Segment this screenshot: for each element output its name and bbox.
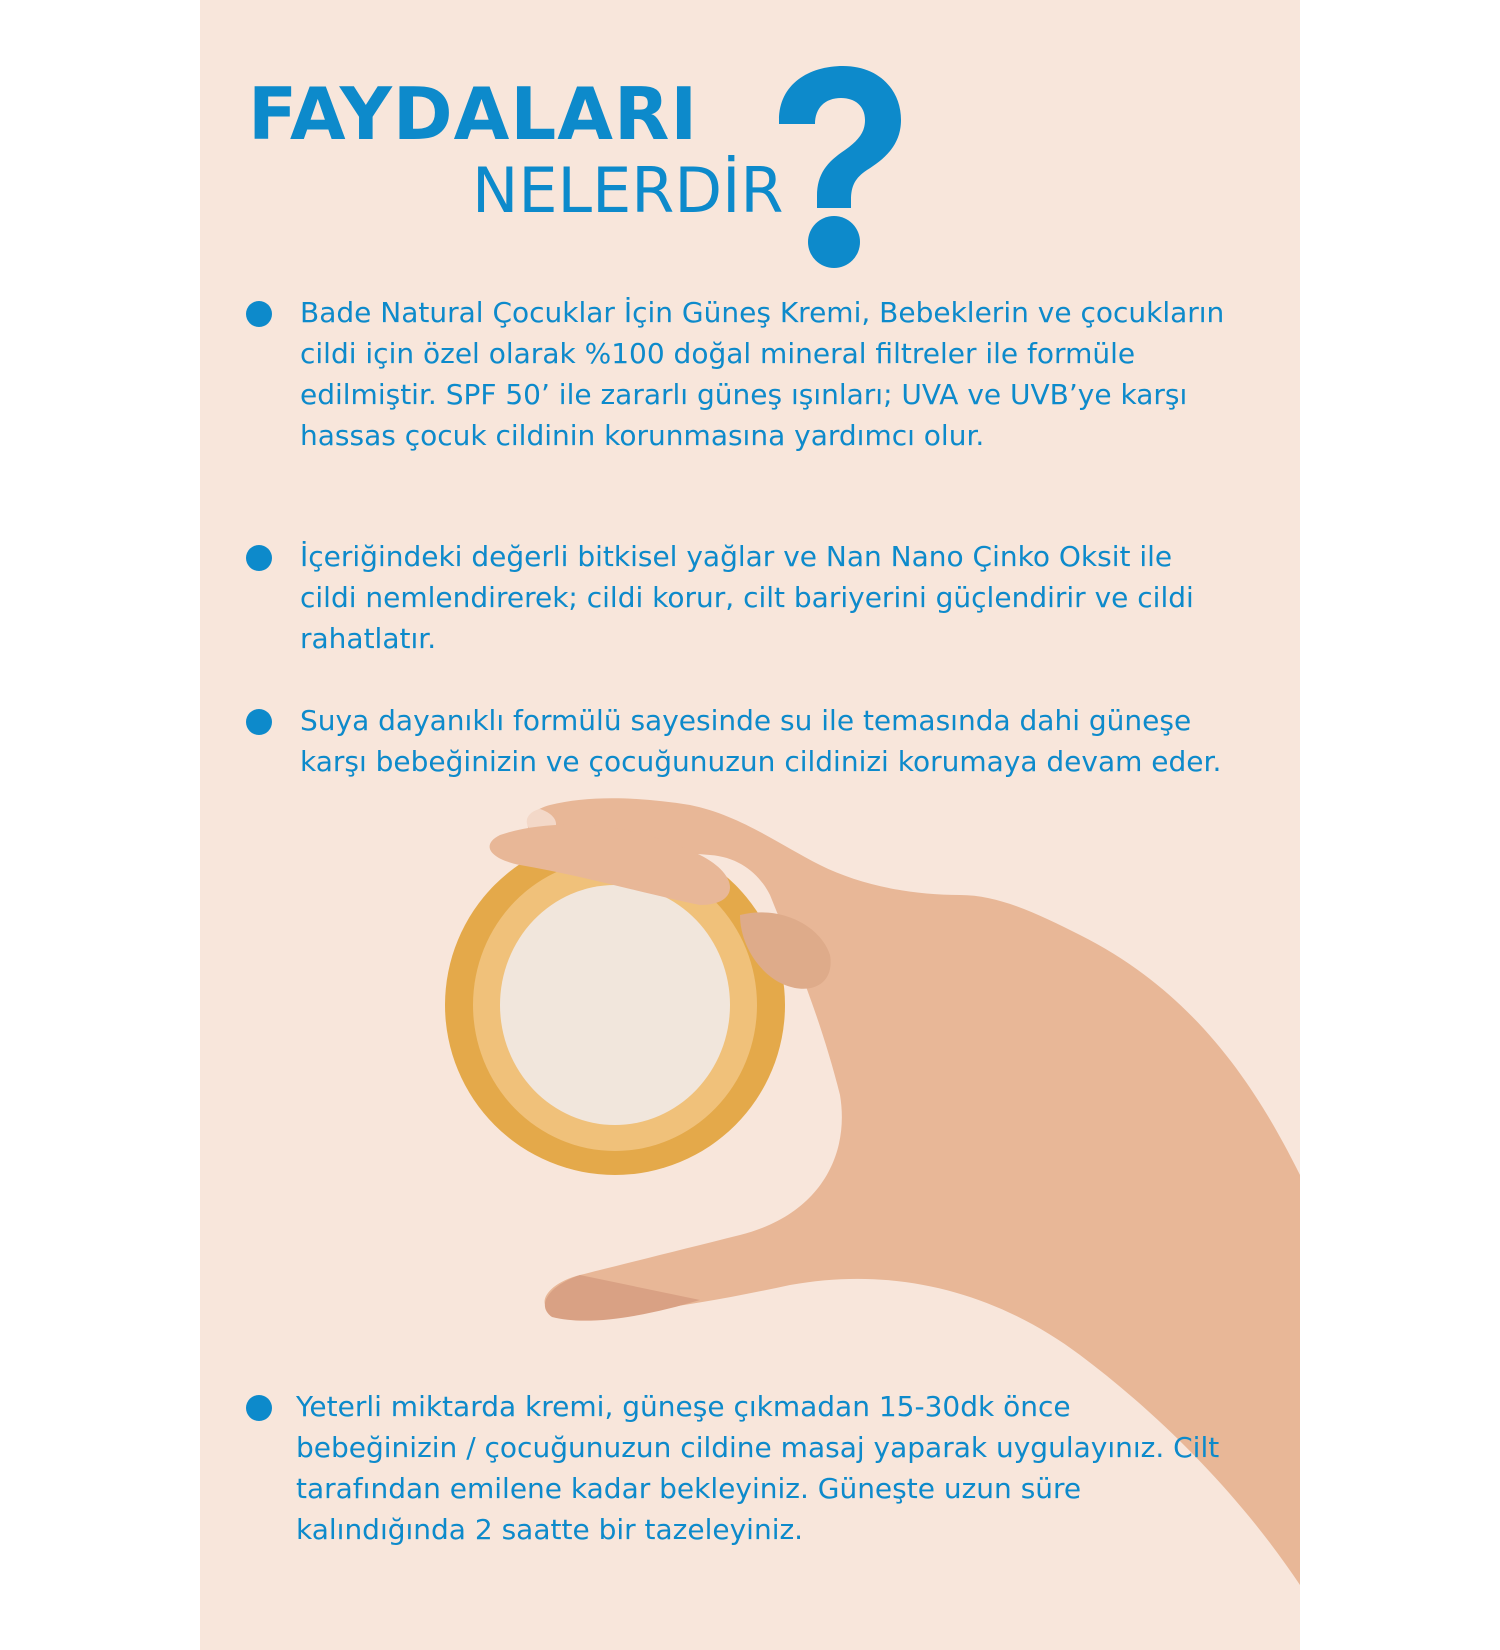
title-line-1: FAYDALARI [248,72,699,156]
list-item-text: Bade Natural Çocuklar İçin Güneş Kremi, Bebeklerin ve çocukların cildi için özel olarak %100 doğal mineral filtreler ile formüle edilmiştir. SPF 50’ ile zararlı güneş ışınları; UVA ve UVB’ye karşı hassas çocuk cildinin korunmasına yardımcı olur. [300,296,1225,452]
jar-cream [500,885,730,1125]
question-mark-icon [765,62,905,272]
content-panel [200,0,1300,1650]
title-line-2: NELERDİR [472,154,784,227]
bullet-dot-icon [246,709,272,735]
list-item-text: Suya dayanıklı formülü sayesinde su ile temasında dahi güneşe karşı bebeğinizin ve çocuğunuzun cildinizi korumaya devam eder. [300,704,1222,778]
list-item-text: Yeterli miktarda kremi, güneşe çıkmadan 15-30dk önce bebeğinizin / çocuğunuzun cildine masaj yaparak uygulayınız. Cilt tarafından emilene kadar bekleyiniz. Güneşte uzun süre kalındığında 2 saatte bir tazeleyiniz. [296,1390,1220,1546]
bullet-dot-icon [246,1395,272,1421]
bullet-dot-icon [246,545,272,571]
bullet-dot-icon [246,301,272,327]
list-item-text: İçeriğindeki değerli bitkisel yağlar ve Nan Nano Çinko Oksit ile cildi nemlendirerek; cildi korur, cilt bariyerini güçlendirir ve cildi rahatlatır. [300,540,1194,655]
